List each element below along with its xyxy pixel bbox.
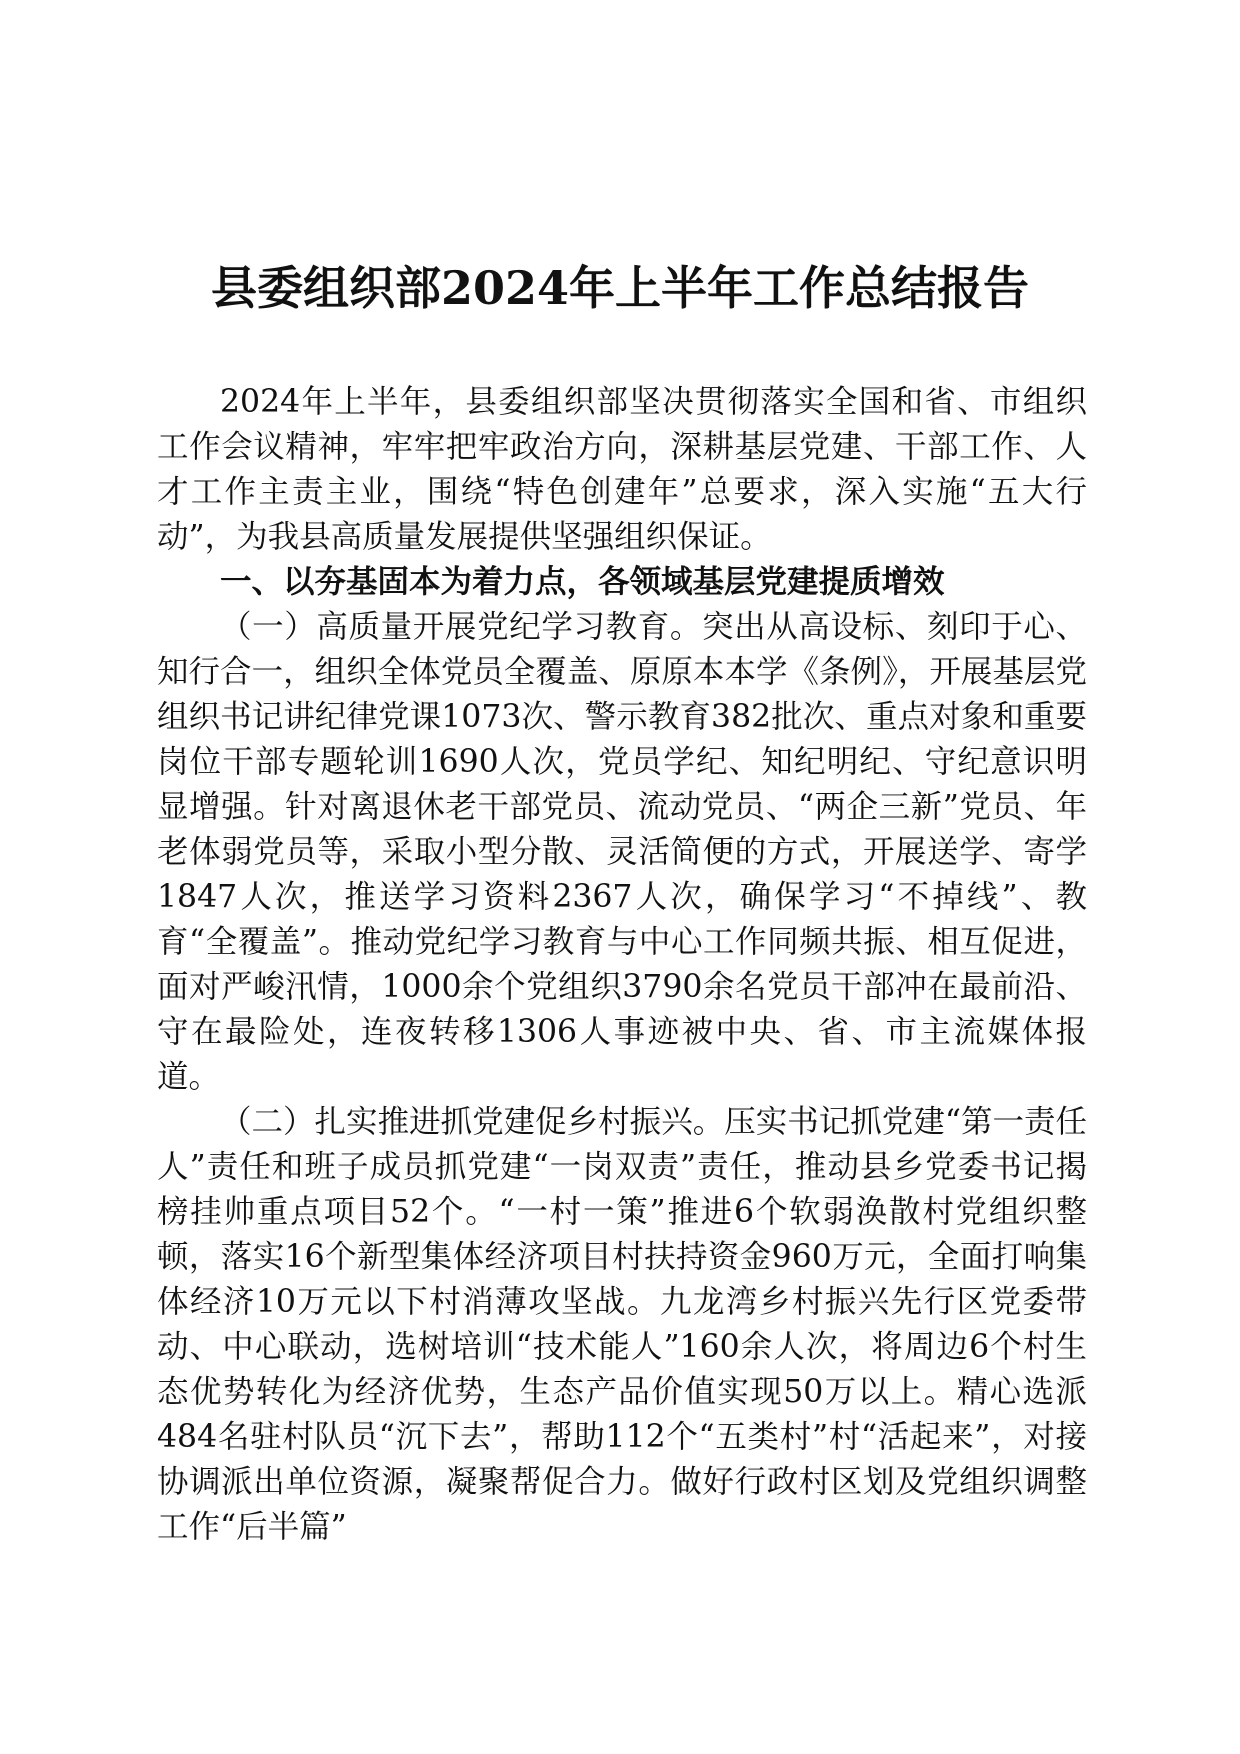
item-2-text: 压实书记抓党建“第一责任人”责任和班子成员抓党建“一岗双责”责任，推动县乡党委书记揭榜挂帅重点项目52个。“一村一策”推进6个软弱涣散村党组织整顿，落实16个新型集体经济项目村扶持资金960万元，全面打响集体经济10万元以下村消薄攻坚战。九龙湾乡村振兴先行区党委带动、中心联动，选树培训“技术能人”160余人次，将周边6个村生态优势转化为经济优势，生态产品价值实现50万以上。精心选派484名驻村队员“沉下去”，帮助112个“五类村”村“活起来”，对接协调派出单位资源，凝聚帮促合力。做好行政村区划及党组织调整工作“后半篇” <box>157 1104 1087 1545</box>
document-body <box>157 380 1087 1550</box>
item-1-paragraph <box>157 605 1087 1100</box>
document-title: 县委组织部2024年上半年工作总结报告 <box>210 261 1030 315</box>
item-2-lead: （二）扎实推进抓党建促乡村振兴。 <box>220 1104 725 1140</box>
item-1-lead: （一）高质量开展党纪学习教育。 <box>220 609 703 645</box>
item-1-text: 突出从高设标、刻印于心、知行合一，组织全体党员全覆盖、原原本本学《条例》，开展基层党组织书记讲纪律党课1073次、警示教育382批次、重点对象和重要岗位干部专题轮训1690人次，党员学纪、知纪明纪、守纪意识明显增强。针对离退休老干部党员、流动党员、“两企三新”党员、年老体弱党员等，采取小型分散、灵活简便的方式，开展送学、寄学1847人次，推送学习资料2367人次，确保学习“不掉线”、教育“全覆盖”。推动党纪学习教育与中心工作同频共振、相互促进，面对严峻汛情，1000余个党组织3790余名党员干部冲在最前沿、守在最险处，连夜转移1306人事迹被中央、省、市主流媒体报道。 <box>157 609 1087 1095</box>
section-1-heading: 一、以夯基固本为着力点，各领域基层党建提质增效 <box>220 564 945 600</box>
intro-paragraph: 2024年上半年，县委组织部坚决贯彻落实全国和省、市组织工作会议精神，牢牢把牢政治方向，深耕基层党建、干部工作、人才工作主责主业，围绕“特色创建年”总要求，深入实施“五大行动”，为我县高质量发展提供坚强组织保证。 <box>157 384 1087 555</box>
item-2-paragraph <box>157 1100 1087 1550</box>
